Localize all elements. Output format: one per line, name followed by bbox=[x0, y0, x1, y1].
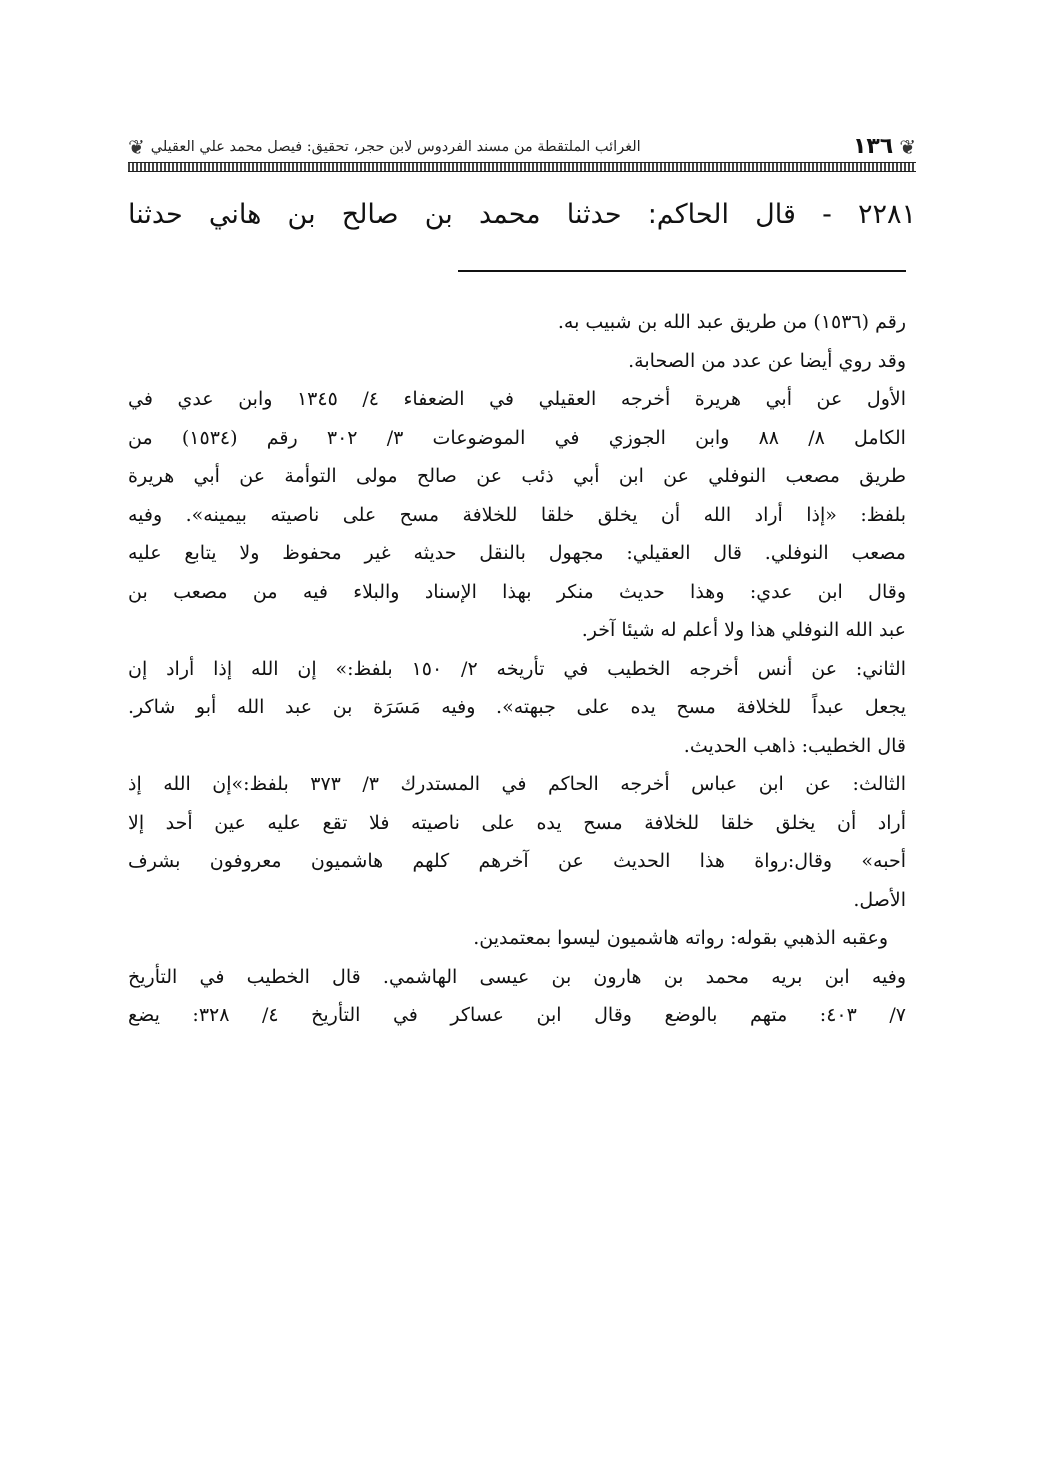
footnote-line: ٧/ ٤٠٣: متهم بالوضع وقال ابن عساكر في التأريخ ٤/ ٣٢٨: يضع bbox=[128, 1004, 906, 1026]
footnote-line: الأول عن أبي هريرة أخرجه العقيلي في الضعفاء ٤/ ١٣٤٥ وابن عدي في bbox=[128, 388, 906, 410]
page-header bbox=[128, 132, 916, 172]
page-number: ١٣٦ bbox=[852, 134, 894, 159]
footnotes-body bbox=[128, 303, 906, 1035]
footnote-line: الثالث: عن ابن عباس أخرجه الحاكم في المستدرك ٣/ ٣٧٣ بلفظ:»إن الله إذ bbox=[128, 773, 906, 795]
header-rule bbox=[128, 162, 916, 172]
footnote-line: بلفظ: «إذا أراد الله أن يخلق خلقا للخلافة مسح على ناصيته بيمينه». وفيه bbox=[128, 503, 906, 526]
footnote-line: الأصل. bbox=[853, 888, 906, 911]
footnote-line: عبد الله النوفلي هذا ولا أعلم له شيئا آخر. bbox=[581, 619, 906, 641]
footnote-line: الكامل ٨/ ٨٨ وابن الجوزي في الموضوعات ٣/ ٣٠٢ رقم (١٥٣٤) من bbox=[128, 426, 906, 449]
footnote-line: قال الخطيب: ذاهب الحديث. bbox=[683, 734, 906, 757]
header-row bbox=[128, 132, 916, 162]
running-title: الغرائب الملتقطة من مسند الفردوس لابن حجر، تحقيق: فيصل محمد علي العقيلي bbox=[150, 139, 641, 155]
footnote-line: وفيه ابن بريه محمد بن هارون بن عيسى الهاشمي. قال الخطيب في التأريخ bbox=[128, 965, 906, 988]
footnote-separator bbox=[458, 270, 906, 272]
header-left bbox=[128, 136, 641, 158]
hadith-heading: ٢٢٨١ - قال الحاكم: حدثنا محمد بن صالح بن هاني حدثنا bbox=[128, 199, 916, 230]
footnote-line: يجعل عبداً للخلافة مسح يده على جبهته». وفيه مَسَرَة بن عبد الله أبو شاكر. bbox=[128, 696, 906, 718]
footnote-line: وقد روي أيضا عن عدد من الصحابة. bbox=[628, 349, 906, 372]
footnote-line: أحبه» وقال:رواة هذا الحديث عن آخرهم كلهم هاشميون معروفون بشرف bbox=[128, 850, 906, 872]
footnote-line: أراد أن يخلق خلقا للخلافة مسح يده على ناصيته فلا تقع عليه عين أحد إلا bbox=[128, 811, 906, 834]
footnote-line: طريق مصعب النوفلي عن ابن أبي ذئب عن صالح مولى التوأمة عن أبي هريرة bbox=[128, 465, 906, 487]
ornament-left-icon: ❦ bbox=[128, 135, 145, 159]
footnote-line: رقم (١٥٣٦) من طريق عبد الله بن شبيب به. bbox=[557, 311, 906, 333]
ornament-right-icon: ❦ bbox=[899, 135, 916, 159]
footnote-line: وقال ابن عدي: وهذا حديث منكر بهذا الإسناد والبلاء فيه من مصعب بن bbox=[128, 580, 906, 603]
header-right bbox=[853, 134, 916, 160]
footnote-line: الثاني: عن أنس أخرجه الخطيب في تأريخه ٢/ ١٥٠ بلفظ:» إن الله إذا أراد إن bbox=[128, 657, 906, 680]
footnote-line: مصعب النوفلي. قال العقيلي: مجهول بالنقل حديثه غير محفوظ ولا يتابع عليه bbox=[128, 542, 906, 564]
footnote-line: وعقبه الذهبي بقوله: رواته هاشميون ليسوا بمعتمدين. bbox=[473, 927, 888, 949]
